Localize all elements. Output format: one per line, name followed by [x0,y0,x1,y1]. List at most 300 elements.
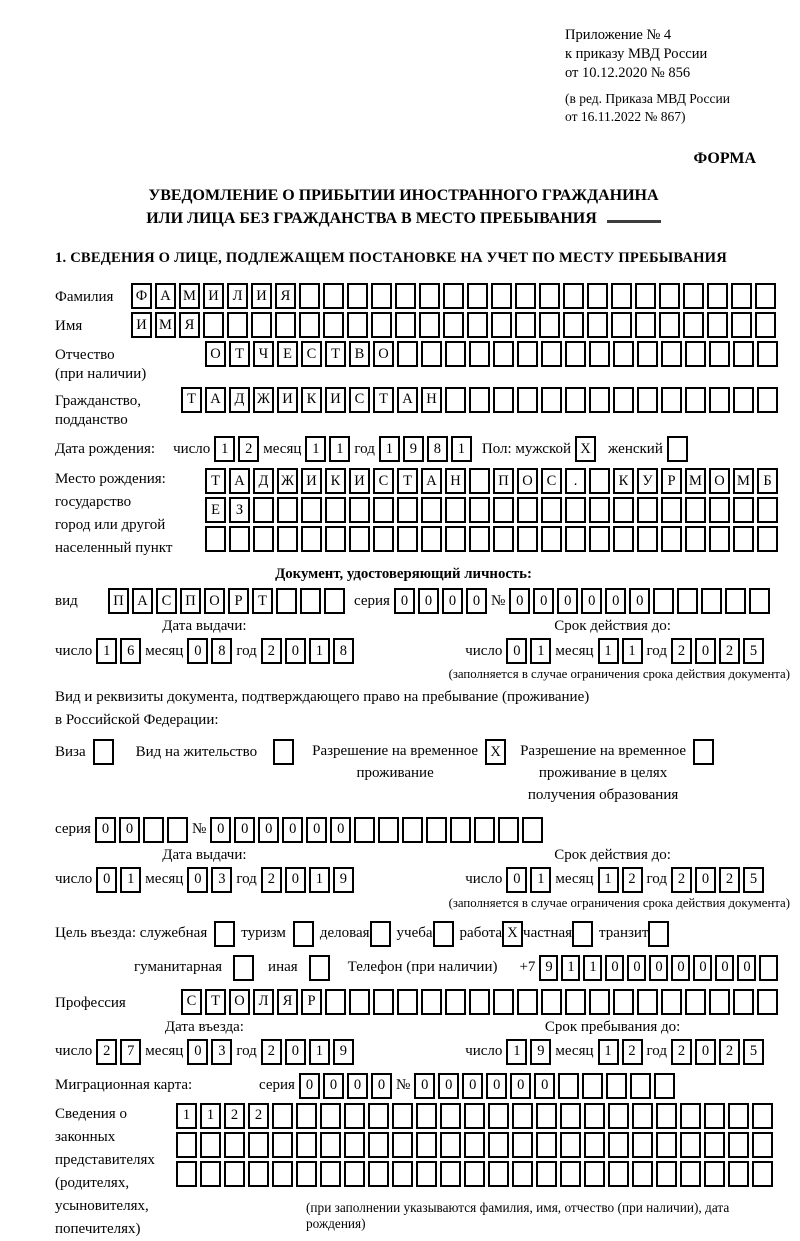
form-cell[interactable]: 0 [671,955,690,981]
form-cell[interactable]: 2 [719,638,740,664]
form-cell[interactable]: С [181,989,202,1015]
form-cell[interactable]: В [349,341,370,367]
form-cell[interactable]: 6 [120,638,141,664]
form-cell[interactable] [349,526,370,552]
form-cell[interactable]: М [179,283,200,309]
form-cell[interactable]: 1 [506,1039,527,1065]
form-cell[interactable]: П [108,588,129,614]
form-cell[interactable] [733,387,754,413]
form-cell[interactable] [667,436,688,462]
form-cell[interactable] [661,526,682,552]
form-cell[interactable] [517,387,538,413]
form-cell[interactable] [632,1132,653,1158]
form-cell[interactable]: 2 [719,1039,740,1065]
form-cell[interactable]: 9 [539,955,558,981]
form-cell[interactable]: С [541,468,562,494]
form-cell[interactable] [421,989,442,1015]
form-cell[interactable] [349,497,370,523]
form-cell[interactable]: К [325,468,346,494]
form-cell[interactable] [685,497,706,523]
form-cell[interactable]: 3 [211,1039,232,1065]
form-cell[interactable]: 0 [649,955,668,981]
form-cell[interactable] [277,526,298,552]
form-cell[interactable] [733,989,754,1015]
form-cell[interactable] [214,921,235,947]
form-cell[interactable]: 2 [261,638,282,664]
form-cell[interactable] [733,497,754,523]
form-cell[interactable]: И [203,283,224,309]
form-cell[interactable] [584,1103,605,1129]
form-cell[interactable] [512,1132,533,1158]
form-cell[interactable] [488,1161,509,1187]
form-cell[interactable] [419,283,440,309]
form-cell[interactable] [589,468,610,494]
form-cell[interactable]: 1 [200,1103,221,1129]
form-cell[interactable]: Н [445,468,466,494]
form-cell[interactable] [392,1161,413,1187]
form-cell[interactable] [325,989,346,1015]
form-cell[interactable]: Т [181,387,202,413]
form-cell[interactable]: 1 [530,638,551,664]
form-cell[interactable] [536,1132,557,1158]
form-cell[interactable]: 8 [211,638,232,664]
form-cell[interactable] [563,283,584,309]
form-cell[interactable] [611,312,632,338]
form-cell[interactable] [277,497,298,523]
form-cell[interactable] [637,989,658,1015]
form-cell[interactable] [368,1132,389,1158]
form-cell[interactable] [474,817,495,843]
form-cell[interactable] [565,989,586,1015]
form-cell[interactable] [272,1132,293,1158]
form-cell[interactable] [656,1161,677,1187]
form-cell[interactable] [467,312,488,338]
form-cell[interactable]: 1 [214,436,235,462]
form-cell[interactable] [395,283,416,309]
form-cell[interactable]: 2 [719,867,740,893]
form-cell[interactable]: 8 [333,638,354,664]
form-cell[interactable]: П [180,588,201,614]
form-cell[interactable] [469,989,490,1015]
form-cell[interactable]: 1 [305,436,326,462]
form-cell[interactable] [630,1073,651,1099]
form-cell[interactable] [392,1132,413,1158]
form-cell[interactable] [443,312,464,338]
form-cell[interactable] [143,817,164,843]
form-cell[interactable] [323,312,344,338]
form-cell[interactable] [248,1161,269,1187]
form-cell[interactable] [635,283,656,309]
form-cell[interactable] [445,387,466,413]
form-cell[interactable]: 9 [530,1039,551,1065]
form-cell[interactable] [323,283,344,309]
form-cell[interactable] [467,283,488,309]
form-cell[interactable]: Е [277,341,298,367]
form-cell[interactable]: 0 [299,1073,320,1099]
form-cell[interactable] [701,588,722,614]
form-cell[interactable]: 0 [187,1039,208,1065]
form-cell[interactable]: А [132,588,153,614]
form-cell[interactable]: Я [179,312,200,338]
form-cell[interactable] [344,1132,365,1158]
form-cell[interactable] [707,312,728,338]
form-cell[interactable] [464,1103,485,1129]
form-cell[interactable] [176,1161,197,1187]
form-cell[interactable] [661,497,682,523]
form-cell[interactable] [419,312,440,338]
form-cell[interactable]: Н [421,387,442,413]
form-cell[interactable] [637,497,658,523]
form-cell[interactable]: 2 [622,1039,643,1065]
form-cell[interactable]: 0 [282,817,303,843]
form-cell[interactable] [560,1132,581,1158]
form-cell[interactable]: Т [252,588,273,614]
form-cell[interactable]: И [325,387,346,413]
form-cell[interactable] [296,1132,317,1158]
form-cell[interactable]: О [709,468,730,494]
form-cell[interactable] [421,341,442,367]
form-cell[interactable] [464,1161,485,1187]
form-cell[interactable] [613,341,634,367]
form-cell[interactable]: М [685,468,706,494]
form-cell[interactable] [416,1132,437,1158]
form-cell[interactable]: И [251,283,272,309]
form-cell[interactable] [493,526,514,552]
form-cell[interactable] [344,1161,365,1187]
form-cell[interactable] [613,989,634,1015]
form-cell[interactable]: 0 [438,1073,459,1099]
form-cell[interactable] [680,1103,701,1129]
form-cell[interactable] [659,283,680,309]
form-cell[interactable] [541,387,562,413]
form-cell[interactable] [677,588,698,614]
form-cell[interactable] [589,989,610,1015]
form-cell[interactable]: 0 [605,955,624,981]
form-cell[interactable] [728,1132,749,1158]
form-cell[interactable]: А [397,387,418,413]
form-cell[interactable] [709,497,730,523]
form-cell[interactable]: 0 [506,638,527,664]
form-cell[interactable]: У [637,468,658,494]
form-cell[interactable] [661,387,682,413]
form-cell[interactable] [685,526,706,552]
form-cell[interactable]: Л [253,989,274,1015]
form-cell[interactable] [450,817,471,843]
form-cell[interactable]: . [565,468,586,494]
form-cell[interactable]: 1 [96,638,117,664]
form-cell[interactable] [654,1073,675,1099]
form-cell[interactable]: М [733,468,754,494]
form-cell[interactable]: М [155,312,176,338]
form-cell[interactable]: 0 [627,955,646,981]
form-cell[interactable] [661,341,682,367]
form-cell[interactable] [659,312,680,338]
form-cell[interactable]: 0 [306,817,327,843]
form-cell[interactable]: 0 [96,867,117,893]
form-cell[interactable]: 0 [695,867,716,893]
form-cell[interactable]: 0 [466,588,487,614]
form-cell[interactable]: 1 [120,867,141,893]
form-cell[interactable] [541,989,562,1015]
form-cell[interactable]: 0 [486,1073,507,1099]
form-cell[interactable]: Т [205,989,226,1015]
form-cell[interactable]: 2 [248,1103,269,1129]
form-cell[interactable] [680,1161,701,1187]
form-cell[interactable]: Д [229,387,250,413]
form-cell[interactable] [522,817,543,843]
form-cell[interactable]: 0 [187,638,208,664]
form-cell[interactable] [536,1161,557,1187]
form-cell[interactable]: 1 [309,638,330,664]
form-cell[interactable] [498,817,519,843]
form-cell[interactable] [378,817,399,843]
form-cell[interactable]: 9 [333,867,354,893]
form-cell[interactable] [558,1073,579,1099]
form-cell[interactable] [541,497,562,523]
form-cell[interactable]: О [204,588,225,614]
form-cell[interactable] [253,526,274,552]
form-cell[interactable] [205,526,226,552]
form-cell[interactable] [229,526,250,552]
form-cell[interactable] [324,588,345,614]
form-cell[interactable] [565,526,586,552]
form-cell[interactable] [565,341,586,367]
form-cell[interactable] [757,497,778,523]
form-cell[interactable]: 0 [394,588,415,614]
form-cell[interactable]: А [205,387,226,413]
form-cell[interactable] [693,739,714,765]
form-cell[interactable] [728,1103,749,1129]
form-cell[interactable]: Т [205,468,226,494]
form-cell[interactable] [653,588,674,614]
form-cell[interactable] [493,497,514,523]
form-cell[interactable]: 0 [510,1073,531,1099]
form-cell[interactable]: 5 [743,867,764,893]
form-cell[interactable]: 3 [211,867,232,893]
form-cell[interactable] [589,497,610,523]
form-cell[interactable] [488,1132,509,1158]
form-cell[interactable]: 8 [427,436,448,462]
form-cell[interactable] [440,1132,461,1158]
form-cell[interactable] [397,341,418,367]
form-cell[interactable] [757,526,778,552]
form-cell[interactable] [344,1103,365,1129]
form-cell[interactable]: О [229,989,250,1015]
form-cell[interactable]: 5 [743,638,764,664]
form-cell[interactable] [608,1132,629,1158]
form-cell[interactable]: О [517,468,538,494]
form-cell[interactable] [416,1103,437,1129]
form-cell[interactable]: Ж [253,387,274,413]
form-cell[interactable] [733,341,754,367]
form-cell[interactable]: 5 [743,1039,764,1065]
form-cell[interactable] [224,1132,245,1158]
form-cell[interactable]: 0 [442,588,463,614]
form-cell[interactable] [320,1132,341,1158]
form-cell[interactable] [253,497,274,523]
form-cell[interactable]: 0 [285,867,306,893]
form-cell[interactable]: 0 [330,817,351,843]
form-cell[interactable] [371,312,392,338]
form-cell[interactable] [680,1132,701,1158]
form-cell[interactable]: 0 [414,1073,435,1099]
form-cell[interactable]: С [373,468,394,494]
form-cell[interactable] [370,921,391,947]
form-cell[interactable] [755,283,776,309]
form-cell[interactable]: 2 [224,1103,245,1129]
form-cell[interactable] [656,1132,677,1158]
form-cell[interactable]: Ж [277,468,298,494]
form-cell[interactable] [704,1132,725,1158]
form-cell[interactable] [685,989,706,1015]
form-cell[interactable]: Р [661,468,682,494]
form-cell[interactable] [301,497,322,523]
form-cell[interactable] [637,387,658,413]
form-cell[interactable] [397,526,418,552]
form-cell[interactable] [637,341,658,367]
form-cell[interactable]: 1 [561,955,580,981]
form-cell[interactable] [272,1161,293,1187]
form-cell[interactable]: 2 [238,436,259,462]
form-cell[interactable] [589,387,610,413]
form-cell[interactable] [759,955,778,981]
form-cell[interactable]: 1 [622,638,643,664]
form-cell[interactable] [445,526,466,552]
form-cell[interactable] [613,387,634,413]
form-cell[interactable] [354,817,375,843]
form-cell[interactable]: Ф [131,283,152,309]
form-cell[interactable] [299,312,320,338]
form-cell[interactable] [248,1132,269,1158]
form-cell[interactable]: И [301,468,322,494]
form-cell[interactable] [728,1161,749,1187]
form-cell[interactable] [373,989,394,1015]
form-cell[interactable] [683,312,704,338]
form-cell[interactable]: Ч [253,341,274,367]
form-cell[interactable] [608,1103,629,1129]
form-cell[interactable] [402,817,423,843]
form-cell[interactable] [493,989,514,1015]
form-cell[interactable] [275,312,296,338]
form-cell[interactable] [491,312,512,338]
form-cell[interactable]: 0 [506,867,527,893]
form-cell[interactable]: 0 [629,588,650,614]
form-cell[interactable] [488,1103,509,1129]
form-cell[interactable]: 1 [598,867,619,893]
form-cell[interactable] [233,955,254,981]
form-cell[interactable] [426,817,447,843]
form-cell[interactable] [704,1161,725,1187]
form-cell[interactable] [611,283,632,309]
form-cell[interactable] [309,955,330,981]
form-cell[interactable]: А [155,283,176,309]
form-cell[interactable]: Р [301,989,322,1015]
form-cell[interactable]: 1 [329,436,350,462]
form-cell[interactable] [565,497,586,523]
form-cell[interactable] [589,526,610,552]
form-cell[interactable] [397,989,418,1015]
form-cell[interactable] [421,497,442,523]
form-cell[interactable]: 0 [234,817,255,843]
form-cell[interactable]: X [575,436,596,462]
form-cell[interactable]: 1 [583,955,602,981]
form-cell[interactable] [517,526,538,552]
form-cell[interactable]: 0 [285,1039,306,1065]
form-cell[interactable] [416,1161,437,1187]
form-cell[interactable]: 1 [309,867,330,893]
form-cell[interactable]: 1 [598,1039,619,1065]
form-cell[interactable] [491,283,512,309]
form-cell[interactable] [613,497,634,523]
form-cell[interactable] [276,588,297,614]
form-cell[interactable] [685,341,706,367]
form-cell[interactable] [536,1103,557,1129]
form-cell[interactable]: З [229,497,250,523]
form-cell[interactable] [224,1161,245,1187]
form-cell[interactable] [757,387,778,413]
form-cell[interactable] [371,283,392,309]
form-cell[interactable] [517,341,538,367]
form-cell[interactable]: Р [228,588,249,614]
form-cell[interactable]: 0 [715,955,734,981]
form-cell[interactable]: 0 [462,1073,483,1099]
form-cell[interactable] [443,283,464,309]
form-cell[interactable] [373,497,394,523]
form-cell[interactable]: 0 [187,867,208,893]
form-cell[interactable] [445,989,466,1015]
form-cell[interactable] [493,341,514,367]
form-cell[interactable] [560,1103,581,1129]
form-cell[interactable] [704,1103,725,1129]
form-cell[interactable]: Б [757,468,778,494]
form-cell[interactable] [613,526,634,552]
form-cell[interactable]: 2 [671,867,692,893]
form-cell[interactable]: 0 [605,588,626,614]
form-cell[interactable] [251,312,272,338]
form-cell[interactable] [709,387,730,413]
form-cell[interactable] [661,989,682,1015]
form-cell[interactable]: 0 [533,588,554,614]
form-cell[interactable] [707,283,728,309]
form-cell[interactable] [176,1132,197,1158]
form-cell[interactable] [469,526,490,552]
form-cell[interactable] [752,1132,773,1158]
form-cell[interactable] [273,739,294,765]
form-cell[interactable] [517,497,538,523]
form-cell[interactable] [608,1161,629,1187]
form-cell[interactable]: 0 [695,1039,716,1065]
form-cell[interactable]: 9 [333,1039,354,1065]
form-cell[interactable] [563,312,584,338]
form-cell[interactable] [299,283,320,309]
form-cell[interactable]: 2 [622,867,643,893]
form-cell[interactable] [469,387,490,413]
form-cell[interactable]: 2 [671,1039,692,1065]
form-cell[interactable] [541,341,562,367]
form-cell[interactable] [469,468,490,494]
form-cell[interactable] [347,283,368,309]
form-cell[interactable] [731,283,752,309]
form-cell[interactable]: А [229,468,250,494]
form-cell[interactable] [349,989,370,1015]
form-cell[interactable] [582,1073,603,1099]
form-cell[interactable] [683,283,704,309]
form-cell[interactable]: Я [275,283,296,309]
form-cell[interactable] [560,1161,581,1187]
form-cell[interactable]: X [485,739,506,765]
form-cell[interactable] [320,1103,341,1129]
form-cell[interactable] [440,1161,461,1187]
